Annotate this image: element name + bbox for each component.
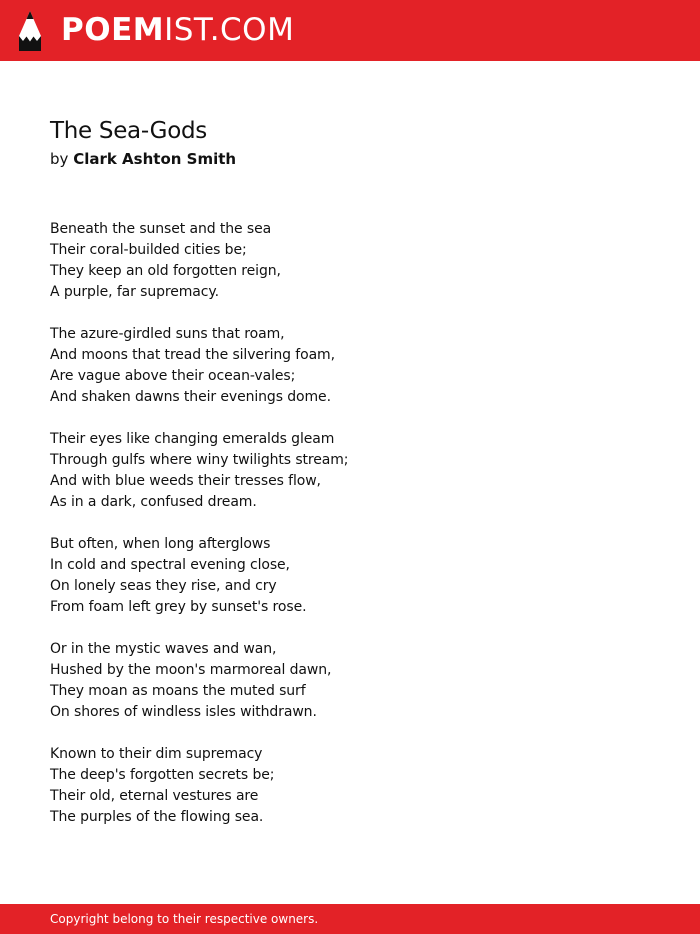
poem-line: On shores of windless isles withdrawn. (50, 704, 317, 720)
site-header (0, 0, 700, 61)
poem-line: The deep's forgotten secrets be; (50, 767, 275, 783)
author-name: Clark Ashton Smith (73, 150, 237, 168)
poem-body (50, 219, 670, 849)
poem-line: Are vague above their ocean-vales; (50, 368, 296, 384)
poem-line: From foam left grey by sunset's rose. (50, 599, 307, 615)
poem-line: And shaken dawns their evenings dome. (50, 389, 331, 405)
poem-line: Hushed by the moon's marmoreal dawn, (50, 662, 332, 678)
poem-line: On lonely seas they rise, and cry (50, 578, 277, 594)
site-logo-link[interactable] (17, 9, 294, 52)
poem-line: Their coral-builded cities be; (50, 242, 247, 258)
poem-line: Their old, eternal vestures are (50, 788, 259, 804)
poem-line: The purples of the flowing sea. (50, 809, 264, 825)
stanza (50, 534, 670, 618)
stanza (50, 429, 670, 513)
poem-title: The Sea-Gods (50, 118, 207, 144)
poem-line: Or in the mystic waves and wan, (50, 641, 277, 657)
byline (50, 149, 236, 169)
poem-line: Beneath the sunset and the sea (50, 221, 272, 237)
poem-line: The azure-girdled suns that roam, (50, 326, 285, 342)
stanza (50, 744, 670, 828)
poem-line: And moons that tread the silvering foam, (50, 347, 335, 363)
poem-line: They moan as moans the muted surf (50, 683, 306, 699)
poem-line: A purple, far supremacy. (50, 284, 219, 300)
poem-line: In cold and spectral evening close, (50, 557, 290, 573)
logo-light-text: IST.COM (164, 12, 295, 48)
poem-line: Known to their dim supremacy (50, 746, 263, 762)
stanza (50, 639, 670, 723)
poem-line: Through gulfs where winy twilights stream; (50, 452, 349, 468)
stanza (50, 219, 670, 303)
pencil-tip-icon (17, 10, 43, 52)
site-footer (0, 904, 700, 934)
poem-line: And with blue weeds their tresses flow, (50, 473, 321, 489)
poem-line: Their eyes like changing emeralds gleam (50, 431, 335, 447)
copyright-notice: Copyright belong to their respective owners. (50, 912, 319, 926)
logo-bold-text: POEM (61, 12, 165, 48)
stanza (50, 324, 670, 408)
poem-line: But often, when long afterglows (50, 536, 271, 552)
poem-line: They keep an old forgotten reign, (50, 263, 281, 279)
poem-line: As in a dark, confused dream. (50, 494, 257, 510)
site-logo-text (61, 9, 294, 52)
byline-prefix: by (50, 150, 69, 168)
